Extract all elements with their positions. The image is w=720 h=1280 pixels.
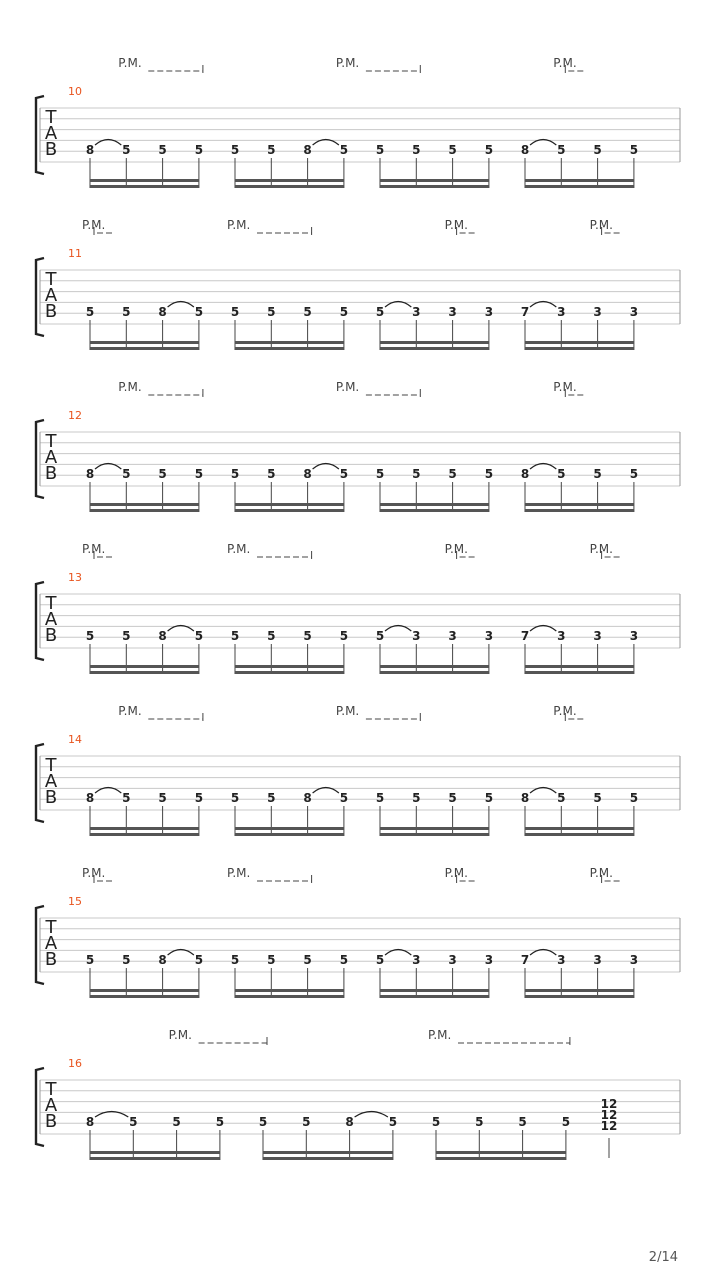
fret-number: 5 bbox=[412, 791, 421, 805]
fret-number: 5 bbox=[194, 305, 204, 319]
fret-number: 5 bbox=[267, 467, 276, 481]
fret-number: 5 bbox=[518, 1115, 527, 1129]
tab-system bbox=[36, 380, 680, 512]
fret-number: 5 bbox=[194, 143, 204, 157]
palm-mute-label: P.M. bbox=[444, 866, 468, 880]
tab-system bbox=[36, 704, 680, 836]
fret-number: 5 bbox=[484, 143, 494, 157]
beam bbox=[90, 347, 199, 350]
beam bbox=[235, 509, 344, 512]
fret-number: 5 bbox=[230, 953, 240, 967]
fret-number: 5 bbox=[557, 467, 566, 481]
fret-number: 5 bbox=[194, 629, 204, 643]
palm-mute-label: P.M. bbox=[589, 866, 613, 880]
beam bbox=[525, 347, 634, 350]
beam bbox=[235, 185, 344, 188]
beam bbox=[380, 989, 489, 992]
fret-number: 5 bbox=[375, 143, 385, 157]
tab-clef-letter: B bbox=[44, 625, 58, 646]
beam bbox=[90, 833, 199, 836]
beam bbox=[90, 995, 199, 998]
measure-number: 15 bbox=[68, 895, 82, 908]
beam bbox=[380, 827, 489, 830]
palm-mute-label: P.M. bbox=[168, 1028, 192, 1042]
fret-number: 5 bbox=[158, 791, 167, 805]
palm-mute-label: P.M. bbox=[227, 866, 251, 880]
fret-number: 8 bbox=[158, 629, 167, 643]
tab-clef-letter: T bbox=[45, 755, 57, 776]
fret-number: 5 bbox=[302, 1115, 311, 1129]
palm-mute-label: P.M. bbox=[553, 56, 577, 70]
tab-clef-letter: T bbox=[45, 107, 57, 128]
beam bbox=[525, 827, 634, 830]
fret-number: 3 bbox=[629, 305, 639, 319]
fret-number: 5 bbox=[122, 143, 131, 157]
fret-number: 5 bbox=[194, 953, 204, 967]
tab-clef-letter: B bbox=[44, 463, 58, 484]
beam bbox=[380, 341, 489, 344]
beam bbox=[235, 995, 344, 998]
fret-number: 5 bbox=[448, 467, 457, 481]
palm-mute-label: P.M. bbox=[335, 380, 360, 394]
fret-number: 5 bbox=[484, 791, 494, 805]
chord-fret-number: 12 bbox=[600, 1119, 618, 1133]
fret-number: 3 bbox=[484, 953, 494, 967]
fret-number: 3 bbox=[593, 305, 602, 319]
fret-number: 5 bbox=[172, 1115, 181, 1129]
fret-number: 3 bbox=[448, 629, 457, 643]
palm-mute-label: P.M. bbox=[118, 380, 142, 394]
fret-number: 3 bbox=[629, 629, 639, 643]
fret-number: 8 bbox=[520, 467, 530, 481]
fret-number: 5 bbox=[303, 305, 312, 319]
palm-mute-label: P.M. bbox=[553, 704, 577, 718]
fret-number: 5 bbox=[557, 143, 566, 157]
fret-number: 5 bbox=[230, 467, 240, 481]
fret-number: 5 bbox=[448, 791, 457, 805]
beam bbox=[90, 827, 199, 830]
fret-number: 3 bbox=[412, 629, 421, 643]
palm-mute-label: P.M. bbox=[82, 866, 106, 880]
fret-number: 5 bbox=[629, 143, 639, 157]
fret-number: 5 bbox=[339, 953, 349, 967]
fret-number: 5 bbox=[629, 791, 639, 805]
fret-number: 5 bbox=[230, 629, 240, 643]
palm-mute-label: P.M. bbox=[589, 542, 613, 556]
fret-number: 5 bbox=[158, 143, 167, 157]
page-number: 2/14 bbox=[648, 1250, 678, 1265]
fret-number: 5 bbox=[375, 629, 385, 643]
fret-number: 8 bbox=[85, 1115, 95, 1129]
fret-number: 5 bbox=[303, 629, 312, 643]
beam bbox=[380, 503, 489, 506]
fret-number: 3 bbox=[557, 305, 566, 319]
fret-number: 5 bbox=[375, 467, 385, 481]
fret-number: 5 bbox=[375, 305, 385, 319]
fret-number: 5 bbox=[431, 1115, 441, 1129]
beam bbox=[90, 1157, 220, 1160]
palm-mute-label: P.M. bbox=[553, 380, 577, 394]
fret-number: 3 bbox=[557, 629, 566, 643]
tab-clef-letter: A bbox=[44, 609, 58, 630]
beam bbox=[380, 179, 489, 182]
tab-clef-letter: T bbox=[45, 431, 57, 452]
fret-number: 5 bbox=[122, 467, 131, 481]
fret-number: 5 bbox=[484, 467, 494, 481]
tab-system bbox=[36, 1028, 680, 1160]
fret-number: 5 bbox=[557, 791, 566, 805]
fret-number: 5 bbox=[158, 467, 167, 481]
palm-mute-label: P.M. bbox=[118, 704, 142, 718]
fret-number: 5 bbox=[129, 1115, 138, 1129]
fret-number: 5 bbox=[412, 143, 421, 157]
beam bbox=[235, 341, 344, 344]
tab-clef-letter: T bbox=[45, 1079, 57, 1100]
fret-number: 8 bbox=[520, 791, 530, 805]
fret-number: 8 bbox=[158, 953, 167, 967]
palm-mute-label: P.M. bbox=[444, 218, 468, 232]
measure-number: 11 bbox=[68, 247, 82, 260]
tab-clef-letter: A bbox=[44, 1095, 58, 1116]
beam bbox=[525, 665, 634, 668]
beam bbox=[525, 989, 634, 992]
fret-number: 8 bbox=[520, 143, 530, 157]
palm-mute-label: P.M. bbox=[335, 56, 360, 70]
fret-number: 3 bbox=[593, 629, 602, 643]
beam bbox=[90, 503, 199, 506]
fret-number: 3 bbox=[484, 305, 494, 319]
fret-number: 8 bbox=[85, 143, 95, 157]
beam bbox=[235, 827, 344, 830]
fret-number: 3 bbox=[629, 953, 639, 967]
beam bbox=[235, 833, 344, 836]
fret-number: 5 bbox=[267, 305, 276, 319]
beam bbox=[90, 341, 199, 344]
fret-number: 5 bbox=[593, 143, 602, 157]
tab-system bbox=[36, 56, 680, 188]
fret-number: 5 bbox=[375, 791, 385, 805]
tab-system bbox=[36, 542, 680, 674]
fret-number: 5 bbox=[85, 953, 95, 967]
fret-number: 3 bbox=[448, 305, 457, 319]
beam bbox=[90, 1151, 220, 1154]
palm-mute-label: P.M. bbox=[82, 542, 106, 556]
fret-number: 5 bbox=[258, 1115, 268, 1129]
fret-number: 3 bbox=[484, 629, 494, 643]
beam bbox=[90, 509, 199, 512]
fret-number: 7 bbox=[520, 629, 530, 643]
fret-number: 3 bbox=[448, 953, 457, 967]
beam bbox=[235, 503, 344, 506]
tab-clef-letter: A bbox=[44, 123, 58, 144]
beam bbox=[380, 671, 489, 674]
fret-number: 5 bbox=[375, 953, 385, 967]
tab-clef-letter: T bbox=[45, 917, 57, 938]
fret-number: 3 bbox=[557, 953, 566, 967]
chord-fret-number: 12 bbox=[600, 1097, 618, 1111]
fret-number: 5 bbox=[412, 467, 421, 481]
measure-number: 14 bbox=[68, 733, 82, 746]
beam bbox=[263, 1157, 393, 1160]
fret-number: 5 bbox=[215, 1115, 225, 1129]
fret-number: 5 bbox=[339, 467, 349, 481]
fret-number: 5 bbox=[339, 305, 349, 319]
tab-clef-letter: A bbox=[44, 771, 58, 792]
fret-number: 5 bbox=[629, 467, 639, 481]
beam bbox=[525, 995, 634, 998]
beam bbox=[90, 671, 199, 674]
palm-mute-label: P.M. bbox=[227, 218, 251, 232]
beam bbox=[525, 341, 634, 344]
beam bbox=[380, 995, 489, 998]
fret-number: 3 bbox=[593, 953, 602, 967]
fret-number: 5 bbox=[593, 791, 602, 805]
fret-number: 5 bbox=[303, 953, 312, 967]
beam bbox=[436, 1157, 566, 1160]
tab-system bbox=[36, 866, 680, 998]
palm-mute-label: P.M. bbox=[444, 542, 468, 556]
fret-number: 5 bbox=[339, 791, 349, 805]
fret-number: 8 bbox=[303, 143, 312, 157]
fret-number: 3 bbox=[412, 953, 421, 967]
measure-number: 13 bbox=[68, 571, 82, 584]
measure-number: 16 bbox=[68, 1057, 82, 1070]
tab-clef-letter: B bbox=[44, 301, 58, 322]
fret-number: 5 bbox=[388, 1115, 398, 1129]
fret-number: 5 bbox=[475, 1115, 484, 1129]
beam bbox=[380, 509, 489, 512]
beam bbox=[380, 185, 489, 188]
fret-number: 5 bbox=[194, 791, 204, 805]
fret-number: 5 bbox=[122, 953, 131, 967]
fret-number: 3 bbox=[412, 305, 421, 319]
fret-number: 5 bbox=[230, 791, 240, 805]
beam bbox=[235, 179, 344, 182]
fret-number: 5 bbox=[267, 953, 276, 967]
chord-fret-number: 12 bbox=[600, 1108, 618, 1122]
beam bbox=[525, 503, 634, 506]
tab-clef-letter: T bbox=[45, 269, 57, 290]
fret-number: 8 bbox=[303, 467, 312, 481]
beam bbox=[90, 665, 199, 668]
beam bbox=[90, 989, 199, 992]
fret-number: 5 bbox=[85, 629, 95, 643]
fret-number: 5 bbox=[230, 305, 240, 319]
beam bbox=[235, 347, 344, 350]
beam bbox=[90, 179, 199, 182]
fret-number: 5 bbox=[122, 791, 131, 805]
palm-mute-label: P.M. bbox=[227, 542, 251, 556]
fret-number: 5 bbox=[122, 305, 131, 319]
fret-number: 8 bbox=[158, 305, 167, 319]
tab-clef-letter: T bbox=[45, 593, 57, 614]
fret-number: 7 bbox=[520, 305, 530, 319]
measure-number: 12 bbox=[68, 409, 82, 422]
fret-number: 8 bbox=[85, 467, 95, 481]
beam bbox=[235, 989, 344, 992]
tab-clef-letter: A bbox=[44, 933, 58, 954]
fret-number: 5 bbox=[448, 143, 457, 157]
fret-number: 5 bbox=[593, 467, 602, 481]
beam bbox=[525, 509, 634, 512]
beam bbox=[380, 833, 489, 836]
beam bbox=[525, 833, 634, 836]
tab-clef-letter: B bbox=[44, 139, 58, 160]
tab-clef-letter: B bbox=[44, 1111, 58, 1132]
beam bbox=[380, 665, 489, 668]
fret-number: 5 bbox=[267, 143, 276, 157]
fret-number: 8 bbox=[85, 791, 95, 805]
tab-clef-letter: B bbox=[44, 949, 58, 970]
beam bbox=[436, 1151, 566, 1154]
beam bbox=[235, 665, 344, 668]
palm-mute-label: P.M. bbox=[335, 704, 360, 718]
beam bbox=[90, 185, 199, 188]
fret-number: 5 bbox=[194, 467, 204, 481]
palm-mute-label: P.M. bbox=[589, 218, 613, 232]
tab-clef-letter: A bbox=[44, 285, 58, 306]
fret-number: 5 bbox=[267, 629, 276, 643]
fret-number: 5 bbox=[561, 1115, 571, 1129]
fret-number: 5 bbox=[267, 791, 276, 805]
fret-number: 8 bbox=[303, 791, 312, 805]
fret-number: 8 bbox=[345, 1115, 354, 1129]
palm-mute-label: P.M. bbox=[82, 218, 106, 232]
beam bbox=[525, 185, 634, 188]
beam bbox=[525, 179, 634, 182]
tab-clef-letter: B bbox=[44, 787, 58, 808]
fret-number: 5 bbox=[339, 629, 349, 643]
beam bbox=[380, 347, 489, 350]
tab-clef-letter: A bbox=[44, 447, 58, 468]
fret-number: 5 bbox=[85, 305, 95, 319]
measure-number: 10 bbox=[68, 85, 82, 98]
tab-system bbox=[36, 218, 680, 350]
fret-number: 5 bbox=[230, 143, 240, 157]
palm-mute-label: P.M. bbox=[428, 1028, 452, 1042]
fret-number: 5 bbox=[122, 629, 131, 643]
fret-number: 5 bbox=[339, 143, 349, 157]
palm-mute-label: P.M. bbox=[118, 56, 142, 70]
fret-number: 7 bbox=[520, 953, 530, 967]
beam bbox=[263, 1151, 393, 1154]
beam bbox=[525, 671, 634, 674]
beam bbox=[235, 671, 344, 674]
